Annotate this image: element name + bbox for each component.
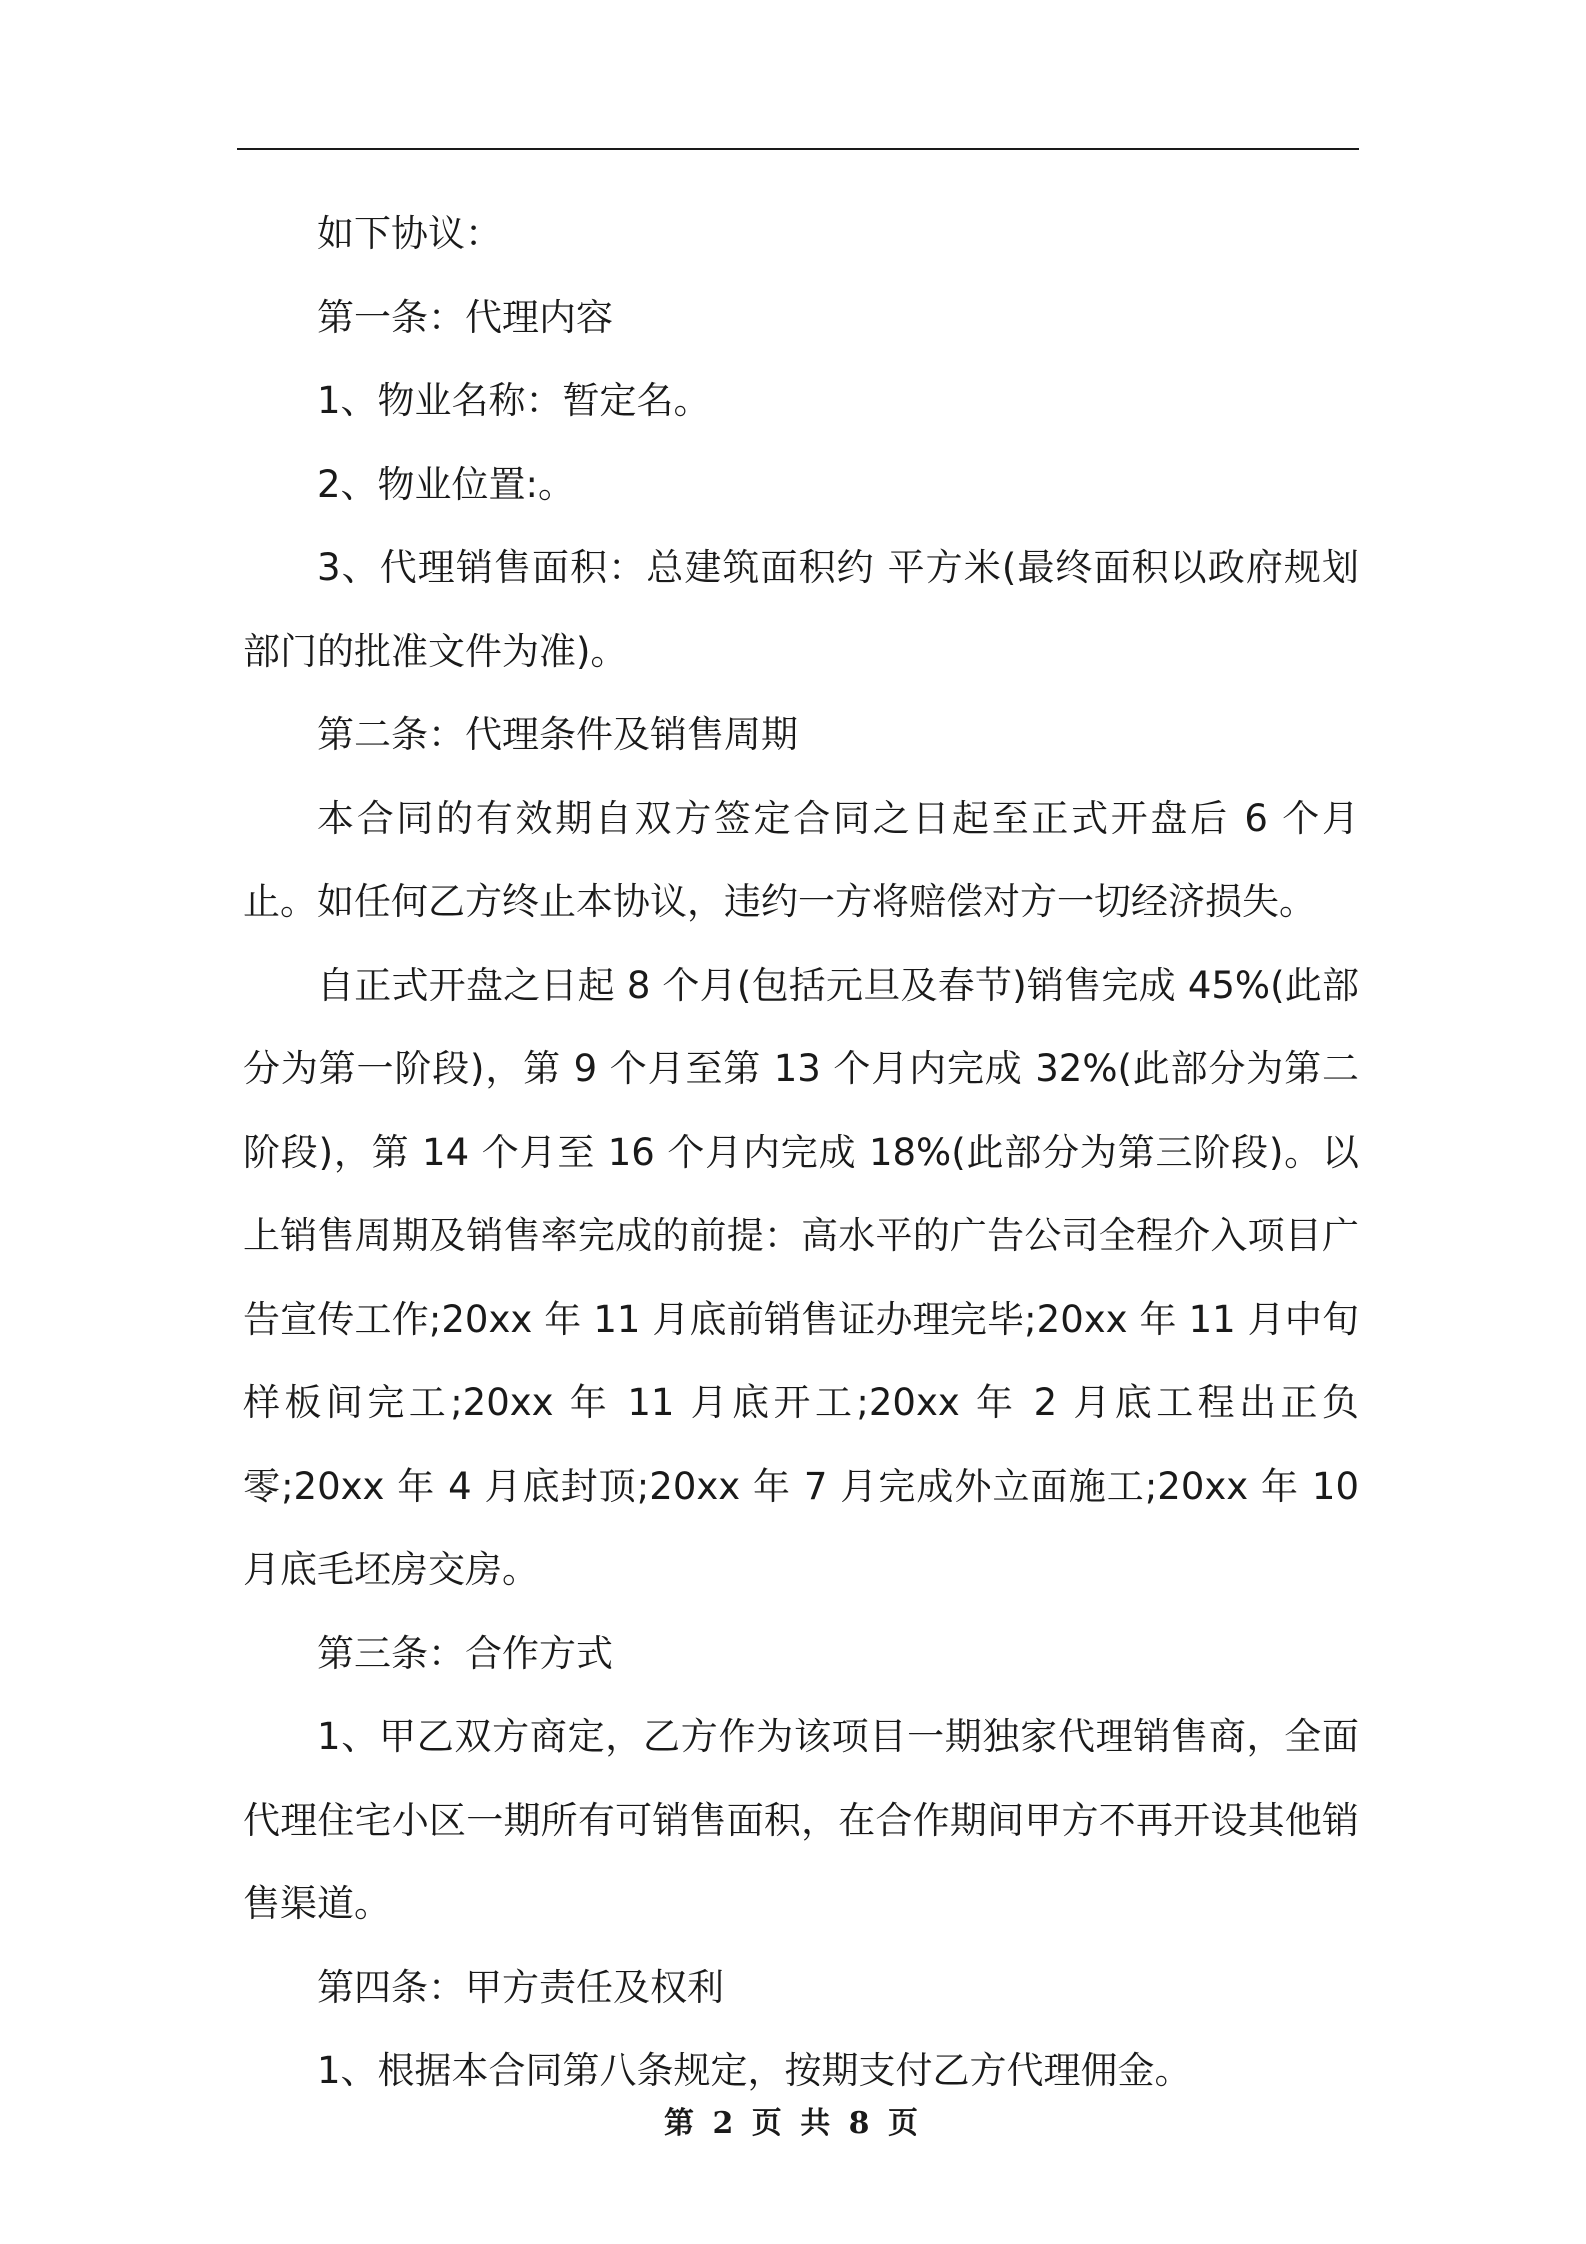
section-heading: 第二条：代理条件及销售周期 [317, 713, 798, 756]
header-rule [237, 148, 1359, 150]
paragraph: 本合同的有效期自双方签定合同之日起至正式开盘后 6 个月止。如任何乙方终止本协议，违约一方将赔偿对方一切经济损失。 [243, 796, 1359, 923]
paragraph: 1、甲乙双方商定，乙方作为该项目一期独家代理销售商，全面代理住宅小区一期所有可销售面积，在合作期间甲方不再开设其他销售渠道。 [243, 1715, 1359, 1925]
paragraph: 1、物业名称：暂定名。 [317, 379, 711, 422]
section-heading: 第四条：甲方责任及权利 [317, 1965, 724, 2009]
paragraph: 如下协议： [317, 212, 502, 255]
paragraph: 2、物业位置:。 [317, 462, 576, 506]
paragraph: 3、代理销售面积：总建筑面积约 平方米(最终面积以政府规划部门的批准文件为准)。 [243, 546, 1359, 673]
section-heading: 第三条：合作方式 [317, 1631, 613, 1675]
document-body [243, 192, 1359, 2113]
page-number-footer: 第 2 页 共 8 页 [664, 2106, 922, 2141]
paragraph: 1、根据本合同第八条规定，按期支付乙方代理佣金。 [317, 2049, 1192, 2092]
paragraph: 自正式开盘之日起 8 个月(包括元旦及春节)销售完成 45%(此部分为第一阶段)，第 9 个月至第 13 个月内完成 32%(此部分为第二阶段)，第 14 个月至 16 个月内完成 18%(此部分为第三阶段)。以上销售周期及销售率完成的前提：高水平的广告公司全程介入项目广告宣传工作;20xx 年 11 月底前销售证办理完毕;20xx 年 11 月中旬样板间完工;20xx 年 11 月底开工;20xx 年 2 月底工程出正负零;20xx 年 4 月底封顶;20xx 年 7 月完成外立面施工;20xx 年 10 月底毛坯房交房。 [243, 963, 1359, 1591]
section-heading: 第一条：代理内容 [317, 295, 613, 339]
